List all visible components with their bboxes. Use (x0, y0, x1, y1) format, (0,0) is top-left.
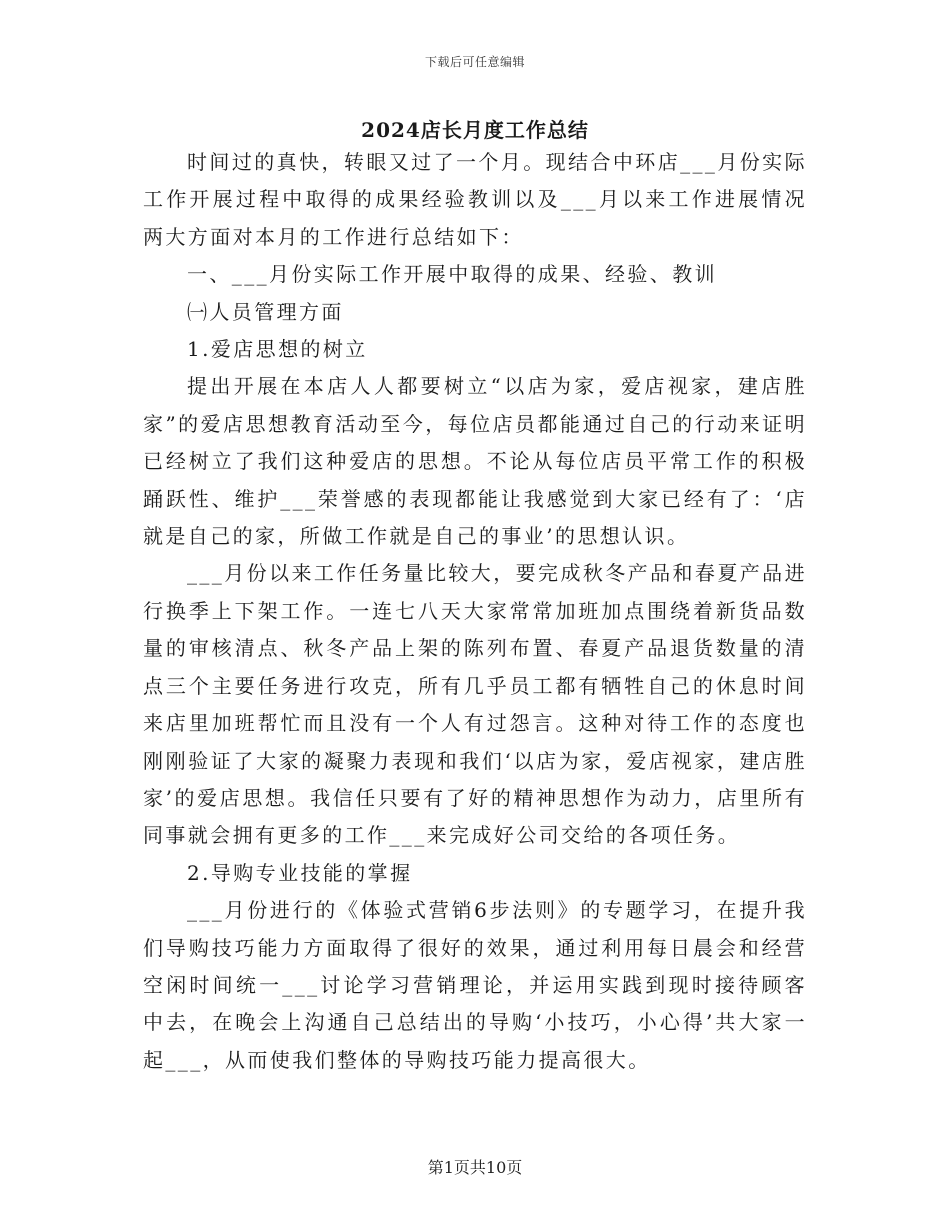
body-paragraph: 提出开展在本店人人都要树立“以店为家，爱店视家，建店胜家”的爱店思想教育活动至今，每位店员都能通过自己的行动来证明已经树立了我们这种爱店的思想。不论从每位店员平常工作的积极踊跃性、维护___荣誉感的表现都能让我感觉到大家已经有了：‘店就是自己的家，所做工作就是自己的事业’的思想认识。 (143, 374, 807, 549)
page-number: 第1页共10页 (427, 1158, 523, 1177)
header-note: 下载后可任意编辑 (424, 55, 525, 69)
document-title: 2024店长月度工作总结 (361, 118, 589, 142)
subsection-heading-personnel: ㈠人员管理方面 (187, 299, 344, 324)
body-paragraph: ___月份以来工作任务量比较大，要完成秋冬产品和春夏产品进行换季上下架工作。一连七八天大家常常加班加点围绕着新货品数量的审核清点、秋冬产品上架的陈列布置、春夏产品退货数量的清点三个主要任务进行攻克，所有几乎员工都有牺牲自己的休息时间来店里加班帮忙而且没有一个人有过怨言。这种对待工作的态度也刚刚验证了大家的凝聚力表现和我们‘以店为家，爱店视家，建店胜家’的爱店思想。我信任只要有了好的精神思想作为动力，店里所有同事就会拥有更多的工作___来完成好公司交给的各项任务。 (143, 561, 807, 848)
section-heading-achievements: 一、___月份实际工作开展中取得的成果、经验、教训 (187, 262, 717, 287)
document-body (143, 144, 807, 1079)
body-paragraph: ___月份进行的《体验式营销6步法则》的专题学习，在提升我们导购技巧能力方面取得了很好的效果，通过利用每日晨会和经营空闲时间统一___讨论学习营销理论，并运用实践到现时接待顾客中去，在晚会上沟通自己总结出的导购‘小技巧，小心得’共大家一起___，从而使我们整体的导购技巧能力提高很大。 (143, 898, 807, 1072)
item-heading-store-love: 1.爱店思想的树立 (187, 337, 368, 362)
item-heading-sales-skills: 2.导购专业技能的掌握 (187, 860, 413, 885)
intro-paragraph: 时间过的真快，转眼又过了一个月。现结合中环店___月份实际工作开展过程中取得的成果经验教训以及___月以来工作进展情况两大方面对本月的工作进行总结如下： (143, 150, 807, 249)
